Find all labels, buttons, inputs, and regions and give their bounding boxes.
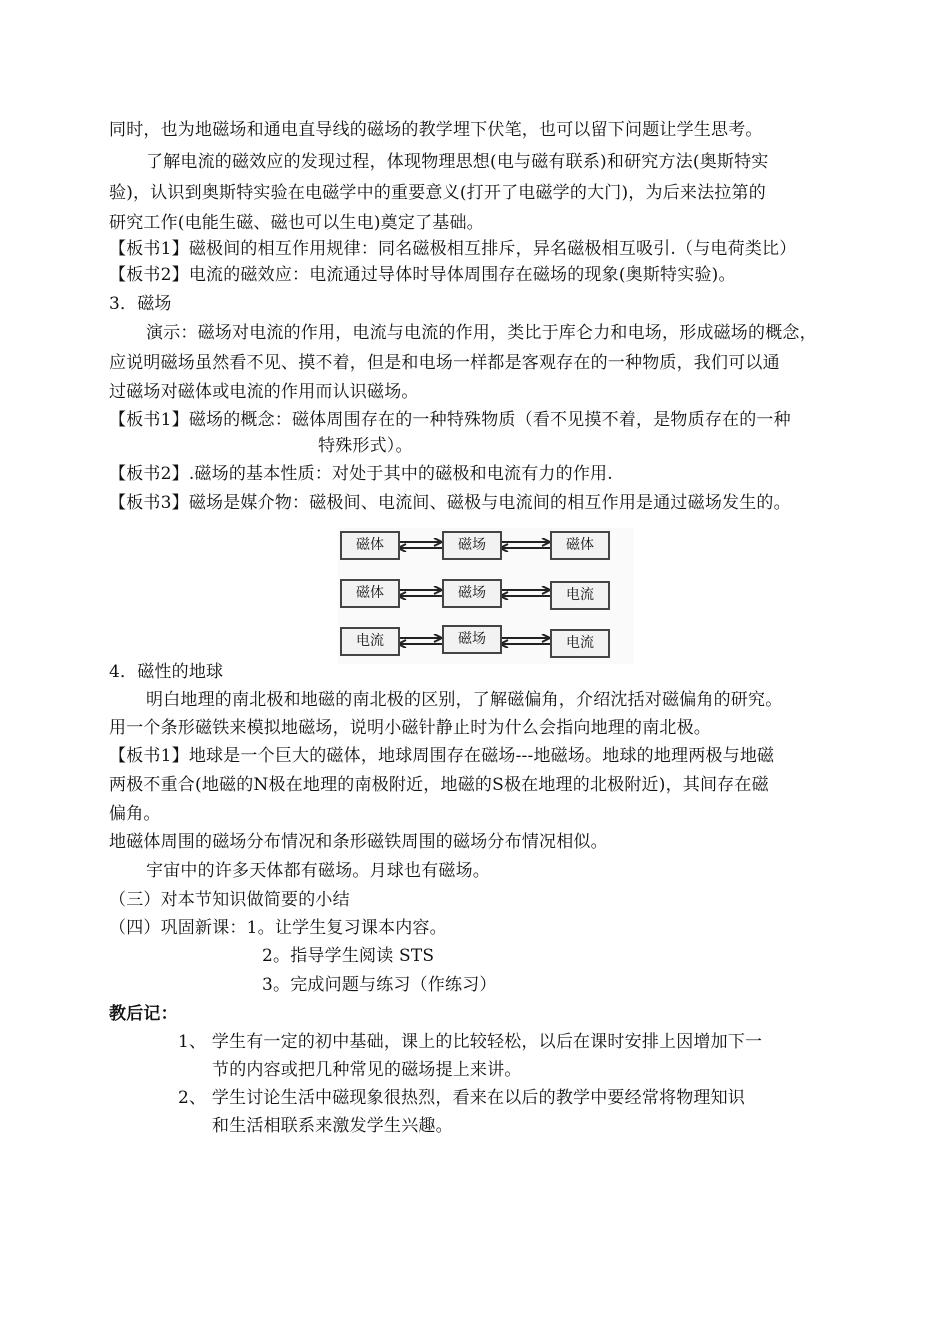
double-arrow-icon	[398, 634, 442, 648]
board-note: 【板书2】电流的磁效应：电流通过导体时导体周围存在磁场的现象(奥斯特实验)。	[109, 265, 736, 285]
consolidation-item: 3。完成问题与练习（作练习）	[262, 975, 497, 995]
diagram-box: 磁场	[442, 625, 502, 654]
board-note: 【板书2】.磁场的基本性质：对处于其中的磁极和电流有力的作用.	[109, 464, 613, 484]
diagram-box: 磁体	[340, 579, 400, 608]
double-arrow-icon	[500, 586, 550, 600]
paragraph-line: 过磁场对磁体或电流的作用而认识磁场。	[109, 382, 419, 402]
section-heading: 3．磁场	[109, 294, 172, 314]
paragraph-line: 明白地理的南北极和地磁的南北极的区别，了解磁偏角，介绍沈括对磁偏角的研究。	[146, 690, 783, 710]
diagram-box: 磁体	[340, 531, 400, 560]
double-arrow-icon	[398, 538, 442, 552]
paragraph-line: 地磁体周围的磁场分布情况和条形磁铁周围的磁场分布情况相似。	[109, 832, 608, 852]
afterword-item: 2、 学生讨论生活中磁现象很热烈，看来在以后的教学中要经常将物理知识	[178, 1088, 746, 1108]
diagram-box: 磁场	[442, 531, 502, 560]
consolidation-line: （四）巩固新课：1。让学生复习课本内容。	[109, 918, 447, 938]
paragraph-line: 验)，认识到奥斯特实验在电磁学中的重要意义(打开了电磁学的大门)，为后来法拉第的	[109, 183, 766, 203]
afterword-heading: 教后记：	[109, 1004, 178, 1024]
paragraph-line: 演示：磁场对电流的作用，电流与电流的作用，类比于库仑力和电场，形成磁场的概念，	[146, 323, 817, 343]
board-note: 【板书1】磁极间的相互作用规律：同名磁极相互排斥，异名磁极相互吸引.（与电荷类比）	[109, 239, 797, 259]
diagram-box: 电流	[550, 629, 610, 658]
diagram-box: 磁场	[442, 579, 502, 608]
summary-line: （三）对本节知识做简要的小结	[109, 890, 350, 910]
diagram-box: 电流	[550, 581, 610, 610]
double-arrow-icon	[500, 538, 550, 552]
paragraph-line: 用一个条形磁铁来模拟地磁场，说明小磁针静止时为什么会指向地理的南北极。	[109, 718, 711, 738]
afterword-item-continued: 和生活相联系来激发学生兴趣。	[212, 1116, 453, 1136]
paragraph-line: 两极不重合(地磁的N极在地理的南极附近，地磁的S极在地理的北极附近)，其间存在磁	[109, 775, 769, 795]
board-note-continued: 特殊形式）。	[318, 436, 413, 456]
paragraph-line: 了解电流的磁效应的发现过程，体现物理思想(电与磁有联系)和研究方法(奥斯特实	[146, 152, 769, 172]
double-arrow-icon	[398, 586, 442, 600]
paragraph-line: 偏角。	[109, 804, 161, 824]
diagram-box: 电流	[340, 627, 400, 656]
diagram-box: 磁体	[550, 531, 610, 560]
board-note: 【板书3】磁场是媒介物：磁极间、电流间、磁极与电流间的相互作用是通过磁场发生的。	[109, 493, 791, 513]
double-arrow-icon	[500, 634, 550, 648]
section-heading: 4．磁性的地球	[109, 662, 224, 682]
afterword-item: 1、 学生有一定的初中基础，课上的比较轻松，以后在课时安排上因增加下一	[178, 1032, 763, 1052]
paragraph-line: 研究工作(电能生磁、磁也可以生电)奠定了基础。	[109, 213, 484, 233]
afterword-item-continued: 节的内容或把几种常见的磁场提上来讲。	[212, 1060, 522, 1080]
magnetic-interaction-diagram	[338, 528, 634, 664]
board-note: 【板书1】地球是一个巨大的磁体，地球周围存在磁场---地磁场。地球的地理两极与地磁	[109, 746, 775, 766]
paragraph-line: 宇宙中的许多天体都有磁场。月球也有磁场。	[146, 861, 490, 881]
paragraph-line: 应说明磁场虽然看不见、摸不着，但是和电场一样都是客观存在的一种物质，我们可以通	[109, 353, 780, 373]
paragraph-line: 同时，也为地磁场和通电直导线的磁场的教学埋下伏笔，也可以留下问题让学生思考。	[109, 120, 763, 140]
consolidation-item: 2。指导学生阅读 STS	[262, 946, 435, 966]
board-note: 【板书1】磁场的概念：磁体周围存在的一种特殊物质（看不见摸不着，是物质存在的一种	[109, 410, 791, 430]
